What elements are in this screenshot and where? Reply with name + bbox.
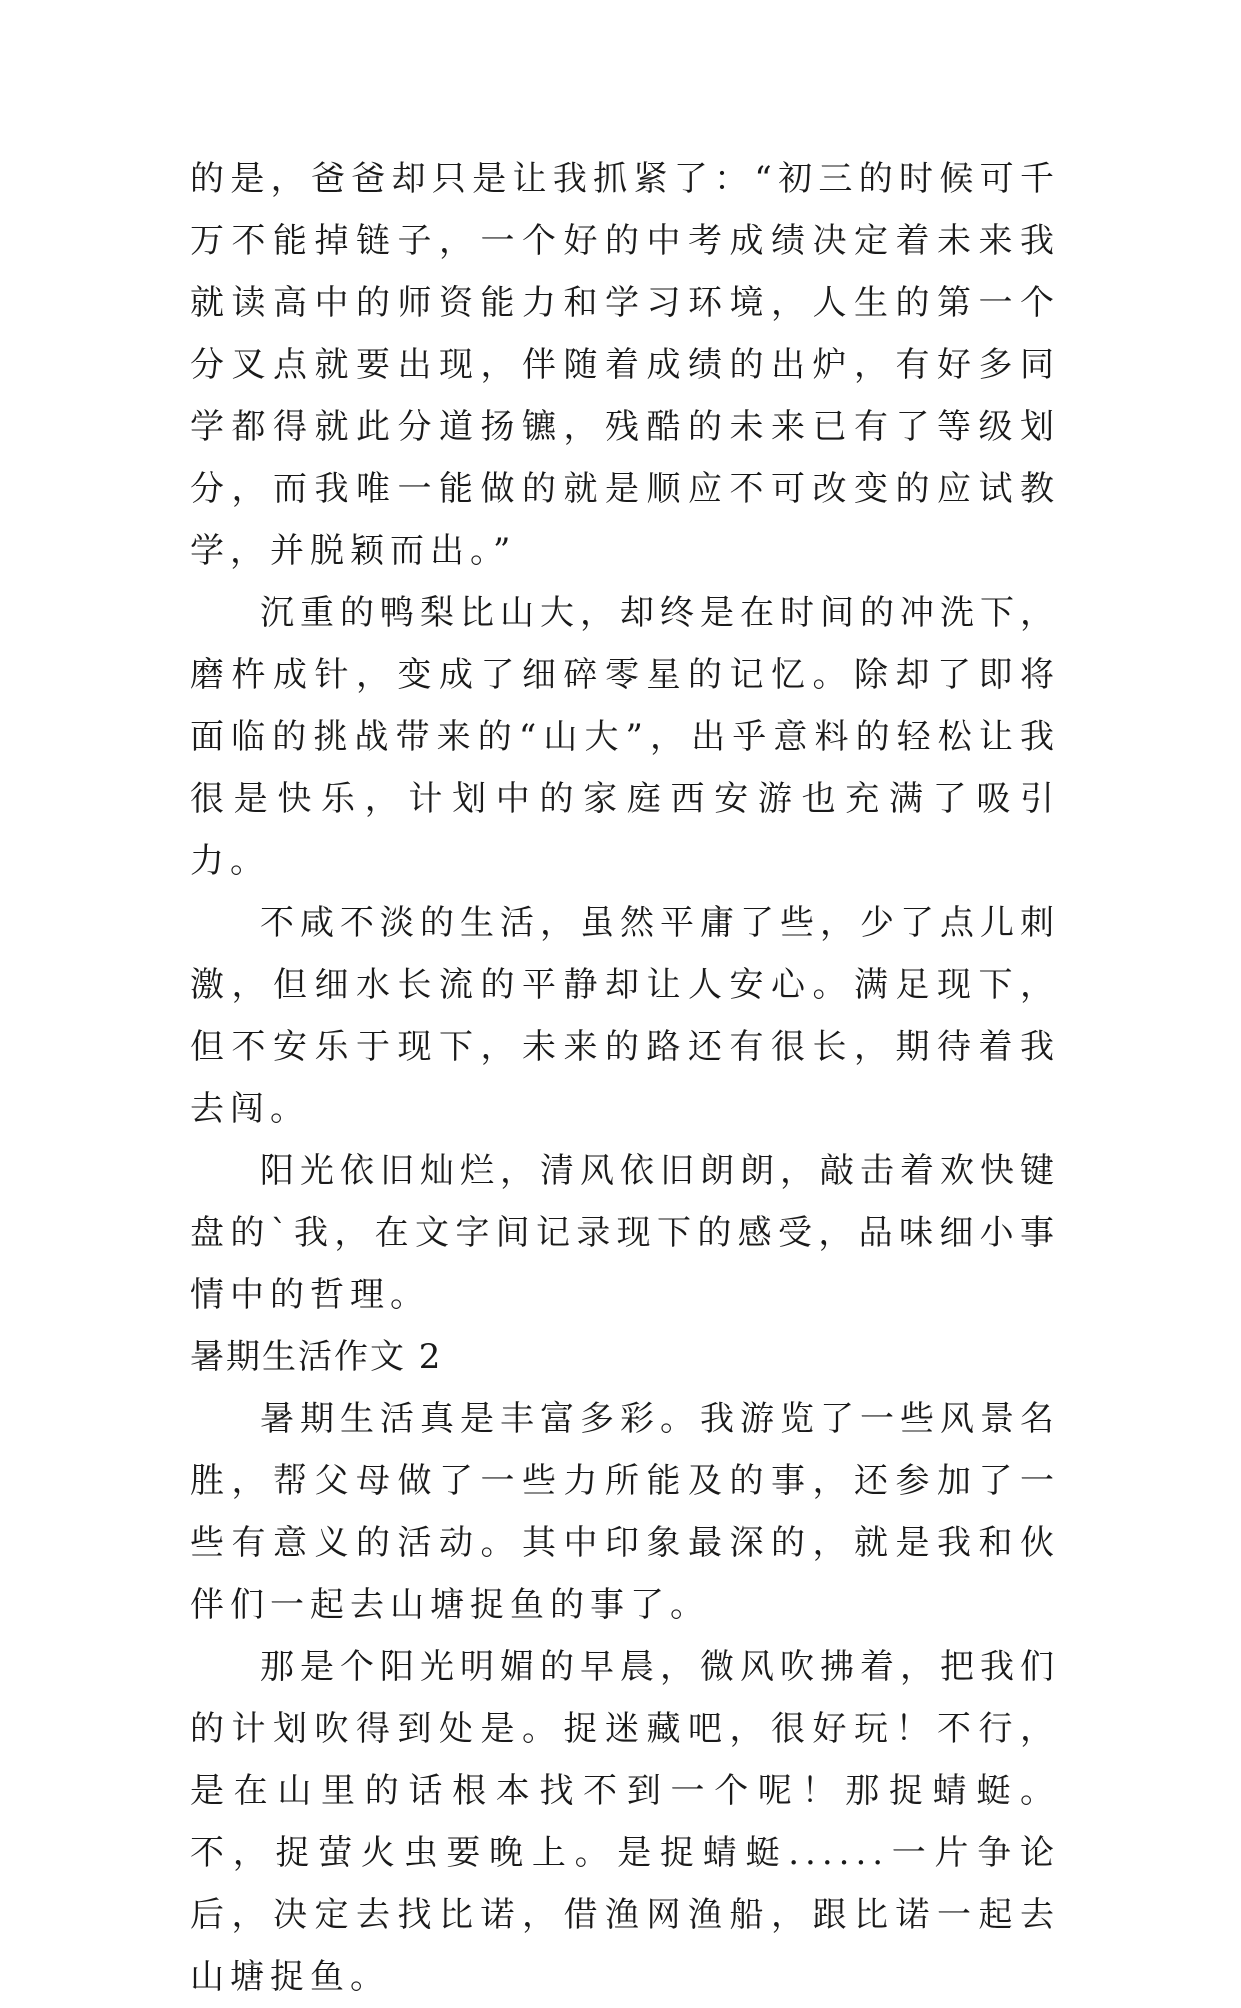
paragraph-3: 不咸不淡的生活，虽然平庸了些，少了点儿刺激，但细水长流的平静却让人安心。满足现下，但不安乐于现下，未来的路还有很长，期待着我去闯。 (190, 903, 1060, 1129)
paragraph-5: 暑期生活真是丰富多彩。我游览了一些风景名胜，帮父母做了一些力所能及的事，还参加了一些有意义的活动。其中印象最深的，就是我和伙伴们一起去山塘捉鱼的事了。 (190, 1399, 1060, 1625)
paragraph-4: 阳光依旧灿烂，清风依旧朗朗，敲击着欢快键盘的`我，在文字间记录现下的感受，品味细小事情中的哲理。 (190, 1151, 1060, 1315)
paragraph-6: 那是个阳光明媚的早晨，微风吹拂着，把我们的计划吹得到处是。捉迷藏吧，很好玩！不行，是在山里的话根本找不到一个呢！那捉蜻蜓。不，捉萤火虫要晚上。是捉蜻蜓......一片争论后，决定去找比诺，借渔网渔船，跟比诺一起去山塘捉鱼。 (190, 1647, 1060, 1997)
paragraph-1: 的是，爸爸却只是让我抓紧了：“初三的时候可千万不能掉链子，一个好的中考成绩决定着未来我就读高中的师资能力和学习环境，人生的第一个分叉点就要出现，伴随着成绩的出炉，有好多同学都得就此分道扬镳，残酷的未来已有了等级划分，而我唯一能做的就是顺应不可改变的应试教学，并脱颖而出。” (190, 159, 1060, 571)
document-body (190, 148, 1060, 2008)
paragraph-2: 沉重的鸭梨比山大，却终是在时间的冲洗下，磨杵成针，变成了细碎零星的记忆。除却了即将面临的挑战带来的“山大”，出乎意料的轻松让我很是快乐，计划中的家庭西安游也充满了吸引力。 (190, 593, 1060, 881)
section-title: 暑期生活作文 2 (190, 1337, 443, 1377)
